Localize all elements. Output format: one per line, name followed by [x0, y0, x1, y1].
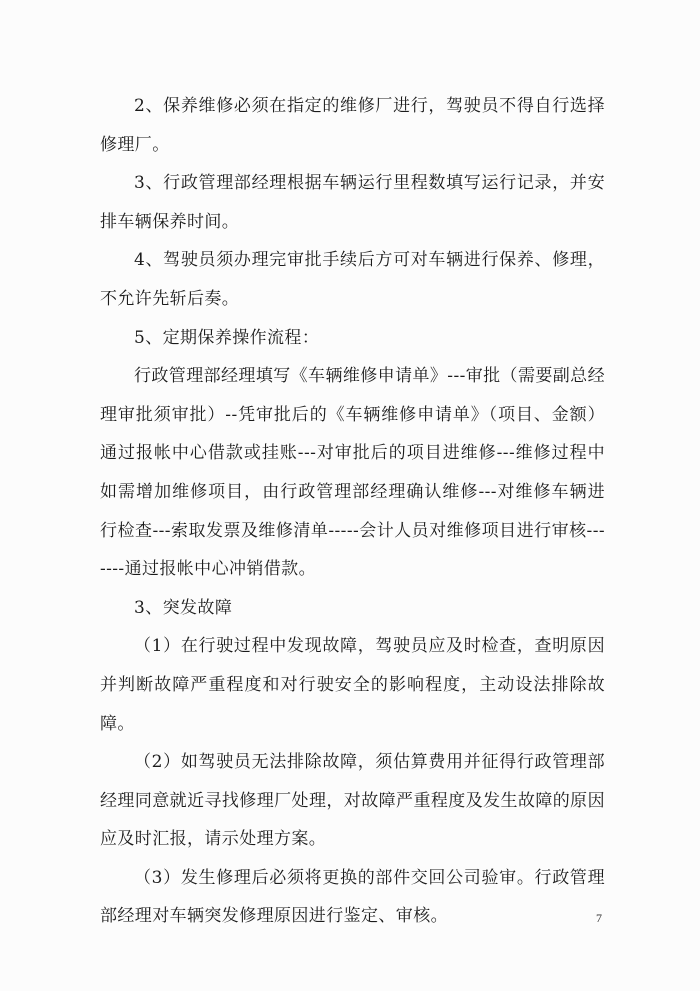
document-body [100, 87, 605, 936]
paragraph-approval-required: 4、驾驶员须办理完审批手续后方可对车辆进行保养、修理，不允许先斩后奏。 [100, 250, 605, 309]
paragraph-maintenance-location: 2、保养维修必须在指定的维修厂进行，驾驶员不得自行选择修理厂。 [100, 96, 605, 155]
paragraph-mileage-record: 3、行政管理部经理根据车辆运行里程数填写运行记录，并安排车辆保养时间。 [100, 173, 605, 232]
paragraph-sudden-fault-heading: 3、突发故障 [134, 597, 233, 618]
paragraph-fault-inspection: （1）在行驶过程中发现故障，驾驶员应及时检查，查明原因并判断故障严重程度和对行驶安全的影响程度，主动设法排除故障。 [100, 636, 605, 734]
page-number: 7 [596, 911, 602, 925]
paragraph-fault-repair-approval: （2）如驾驶员无法排除故障，须估算费用并征得行政管理部经理同意就近寻找修理厂处理，对故障严重程度及发生故障的原因应及时汇报，请示处理方案。 [100, 752, 605, 850]
paragraph-parts-return: （3）发生修理后必须将更换的部件交回公司验审。行政管理部经理对车辆突发修理原因进行鉴定、审核。 [100, 867, 605, 927]
paragraph-procedure-steps: 行政管理部经理填写《车辆维修申请单》---审批（需要副总经理审批须审批）--凭审批后的《车辆维修申请单》（项目、金额）通过报帐中心借款或挂账---对审批后的项目进维修---维修过程中如需增加维修项目，由行政管理部经理确认维修---对维修车辆进行检查---索取发票及维修清单-----会计人员对维修项目进行审核-------通过报帐中心冲销借款。 [100, 366, 605, 580]
paragraph-procedure-heading: 5、定期保养操作流程： [134, 327, 320, 348]
